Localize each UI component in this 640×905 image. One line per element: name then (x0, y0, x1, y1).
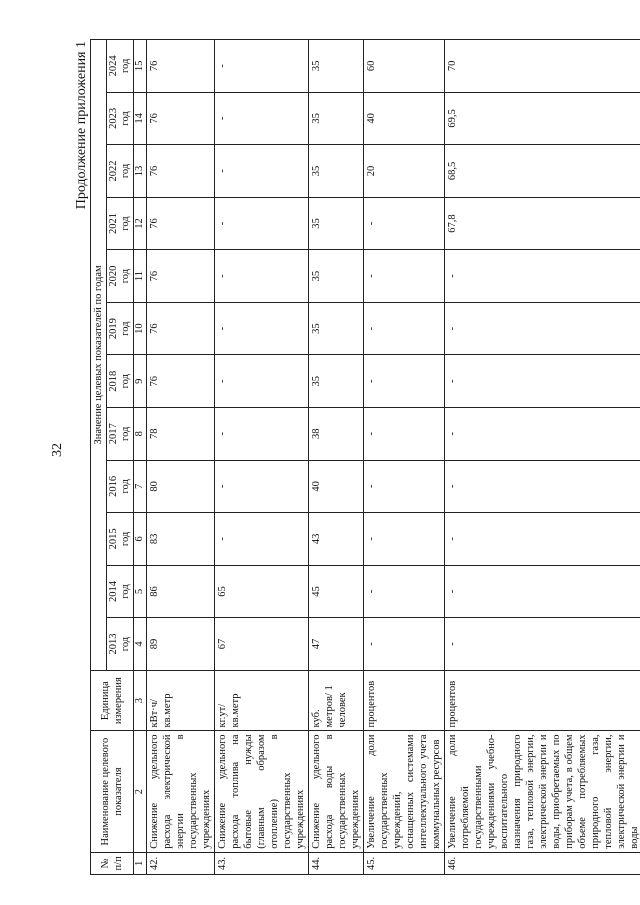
header-year-2016 (107, 460, 134, 513)
unit-of-measure: кВт·ч/ кв.метр (147, 670, 215, 731)
year-label: 2015 (108, 528, 119, 550)
row-number: 44. (309, 852, 364, 874)
unit-of-measure: куб. метров/ 1 человек (309, 670, 364, 731)
year-suffix: год (120, 216, 131, 231)
page-number: 32 (50, 443, 65, 457)
year-value: 40 (309, 460, 364, 513)
year-value: 38 (309, 408, 364, 461)
unit-of-measure: процентов (364, 670, 445, 731)
column-number: 13 (134, 145, 147, 198)
year-label: 2023 (108, 107, 119, 129)
column-number: 9 (134, 355, 147, 408)
year-value: - (445, 460, 640, 513)
column-number: 4 (134, 618, 147, 671)
year-value: 20 (364, 145, 445, 198)
year-value: - (445, 618, 640, 671)
year-value: 60 (364, 40, 445, 93)
indicator-name: Снижение удельного расхода воды в государственных учреждениях (309, 731, 364, 852)
year-value: 67,8 (445, 197, 640, 250)
year-value: - (215, 302, 309, 355)
year-value: - (445, 408, 640, 461)
year-value: 76 (147, 250, 215, 303)
column-number: 10 (134, 302, 147, 355)
year-value: 76 (147, 197, 215, 250)
column-number: 7 (134, 460, 147, 513)
year-value: 35 (309, 92, 364, 145)
year-value: - (445, 355, 640, 408)
year-suffix: год (120, 374, 131, 389)
year-value: - (364, 513, 445, 566)
column-number: 14 (134, 92, 147, 145)
table-row (364, 40, 445, 875)
indicator-name: Снижение удельного расхода топлива на бытовые нужды (главным образом отопление) в государственных учреждениях (215, 731, 309, 852)
table-row (445, 40, 640, 875)
indicator-name: Снижение удельного расхода электрической энергии в государственных учреждениях (147, 731, 215, 852)
column-numbers-row (134, 40, 147, 875)
column-number: 8 (134, 408, 147, 461)
year-value: 35 (309, 40, 364, 93)
year-suffix: год (120, 58, 131, 73)
unit-of-measure: кг.ут/ кв.метр (215, 670, 309, 731)
header-year-2015 (107, 513, 134, 566)
indicator-name: Увеличение доли потребляемой государственными учреждениями учебно-воспитательного назначения природного газа, тепловой энергии, электрической энергии и воды, приобретаемых по приборам учета, в общем объеме потребляемых природного газа, тепловой энергии, электрической энергии и воды (445, 731, 640, 852)
year-value: 89 (147, 618, 215, 671)
header-unit: Единица измерения (91, 670, 134, 731)
year-value: 76 (147, 92, 215, 145)
year-label: 2016 (108, 475, 119, 497)
year-label: 2019 (108, 318, 119, 340)
column-number: 1 (134, 852, 147, 874)
header-year-2023 (107, 92, 134, 145)
year-label: 2017 (108, 423, 119, 445)
column-number: 12 (134, 197, 147, 250)
year-value: 69,5 (445, 92, 640, 145)
table-row (309, 40, 364, 875)
year-value: 76 (147, 40, 215, 93)
year-value: - (364, 460, 445, 513)
header-year-2013 (107, 618, 134, 671)
year-suffix: год (120, 479, 131, 494)
header-num: № п/п (91, 852, 134, 874)
year-label: 2014 (108, 580, 119, 602)
year-value: - (215, 197, 309, 250)
year-value: 47 (309, 618, 364, 671)
year-value: 43 (309, 513, 364, 566)
year-value: - (445, 250, 640, 303)
year-value: - (364, 565, 445, 618)
column-number: 3 (134, 670, 147, 731)
header-year-2020 (107, 250, 134, 303)
year-label: 2024 (108, 55, 119, 77)
year-value: 35 (309, 355, 364, 408)
year-value: - (364, 355, 445, 408)
column-number: 5 (134, 565, 147, 618)
year-value: - (445, 302, 640, 355)
year-suffix: год (120, 111, 131, 126)
year-value: 35 (309, 145, 364, 198)
column-number: 6 (134, 513, 147, 566)
year-label: 2013 (108, 633, 119, 655)
row-number: 46. (445, 852, 640, 874)
year-value: 78 (147, 408, 215, 461)
year-value: - (364, 197, 445, 250)
year-value: - (364, 302, 445, 355)
year-suffix: год (120, 163, 131, 179)
table-row (147, 40, 215, 875)
year-value: 83 (147, 513, 215, 566)
header-values-group: Значение целевых показателей по годам (91, 40, 107, 671)
year-suffix: год (120, 636, 131, 652)
table-row (215, 40, 309, 875)
year-value: - (364, 408, 445, 461)
targets-table (90, 39, 640, 875)
year-value: 68,5 (445, 145, 640, 198)
year-value: 76 (147, 355, 215, 408)
year-value: - (364, 618, 445, 671)
year-suffix: год (120, 531, 131, 547)
year-value: - (215, 355, 309, 408)
column-number: 11 (134, 250, 147, 303)
header-year-2014 (107, 565, 134, 618)
row-number: 43. (215, 852, 309, 874)
year-value: - (445, 513, 640, 566)
year-value: 70 (445, 40, 640, 93)
rotated-page-content (74, 35, 640, 875)
header-year-2018 (107, 355, 134, 408)
header-year-2022 (107, 145, 134, 198)
year-value: - (215, 408, 309, 461)
unit-of-measure: процентов (445, 670, 640, 731)
header-row-group (91, 40, 107, 875)
header-name: Наименование целевого показателя (91, 731, 134, 852)
column-number: 2 (134, 731, 147, 852)
year-value: 76 (147, 145, 215, 198)
year-value: - (215, 460, 309, 513)
row-number: 45. (364, 852, 445, 874)
year-label: 2022 (108, 160, 119, 182)
year-value: 45 (309, 565, 364, 618)
year-value: 86 (147, 565, 215, 618)
year-value: - (215, 40, 309, 93)
year-value: - (215, 145, 309, 198)
header-year-2021 (107, 197, 134, 250)
year-value: - (215, 513, 309, 566)
year-suffix: год (120, 584, 131, 599)
year-value: - (215, 92, 309, 145)
year-value: 67 (215, 618, 309, 671)
year-label: 2018 (108, 370, 119, 392)
year-value: 35 (309, 250, 364, 303)
year-label: 2021 (108, 213, 119, 235)
column-number: 15 (134, 40, 147, 93)
indicator-name: Увеличение доли государственных учреждений, оснащенных системами интеллектуального учета коммунальных ресурсов (364, 731, 445, 852)
year-label: 2020 (108, 265, 119, 287)
year-value: 35 (309, 197, 364, 250)
header-year-2019 (107, 302, 134, 355)
year-value: 76 (147, 302, 215, 355)
year-suffix: год (120, 321, 131, 336)
year-value: 80 (147, 460, 215, 513)
year-value: 40 (364, 92, 445, 145)
year-value: - (445, 565, 640, 618)
year-value: - (364, 250, 445, 303)
row-number: 42. (147, 852, 215, 874)
year-value: 65 (215, 565, 309, 618)
header-year-2024 (107, 40, 134, 93)
header-year-2017 (107, 408, 134, 461)
year-value: - (215, 250, 309, 303)
year-value: 35 (309, 302, 364, 355)
year-suffix: год (120, 426, 131, 441)
appendix-caption: Продолжение приложения 1 (74, 41, 89, 210)
year-suffix: год (120, 268, 131, 284)
